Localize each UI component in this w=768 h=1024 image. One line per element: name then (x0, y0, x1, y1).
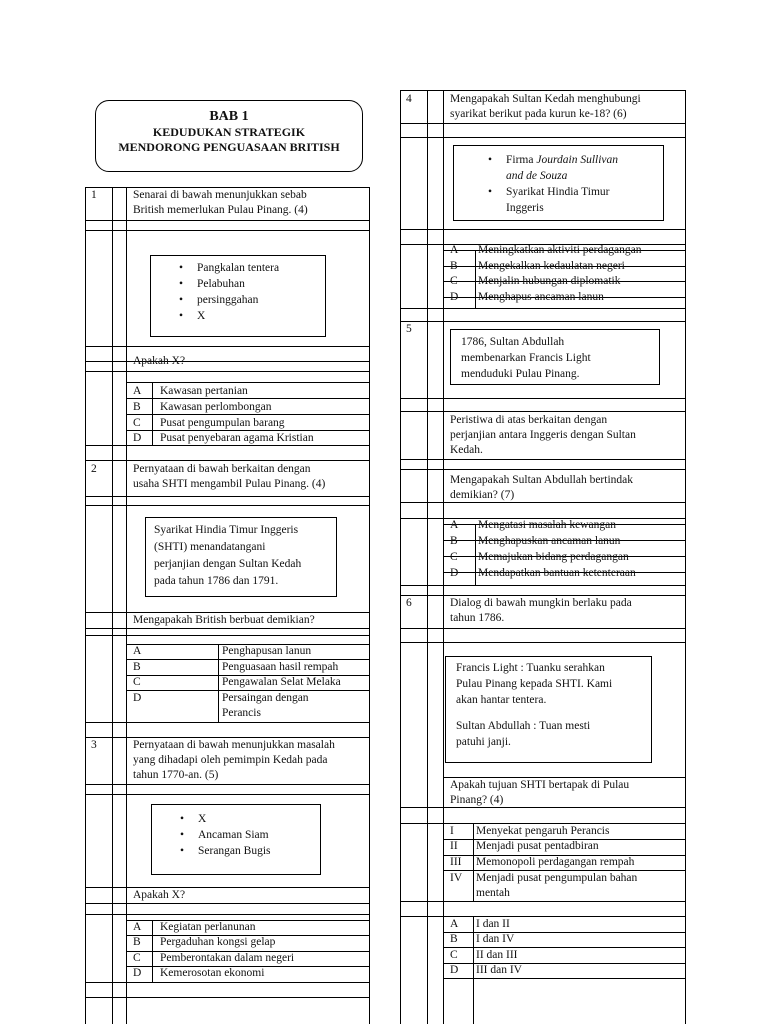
q2-option-text[interactable]: Pengawalan Selat Melaka (222, 676, 341, 688)
q2-option-text[interactable]: Penghapusan lanun (222, 645, 312, 657)
q6-statement-key: II (450, 840, 458, 852)
q1-box-item: • X (175, 308, 319, 324)
q1-number: 1 (91, 189, 97, 201)
q5-number: 5 (406, 323, 412, 335)
q5-option-text[interactable]: Mendapatkan bantuan ketenteraan (478, 567, 636, 579)
q1-box-item: • Pelabuhan (175, 276, 319, 292)
q4-option-key: D (450, 291, 459, 303)
chapter-title-box (95, 100, 363, 172)
q2-stem-line1: Pernyataan di bawah berkaitan dengan (133, 463, 311, 475)
q2-prompt: Mengapakah British berbuat demikian? (133, 614, 315, 626)
chapter-title-line2: MENDORONG PENGUASAAN BRITISH (118, 140, 340, 154)
chapter-title-line1: KEDUDUKAN STRATEGIK (152, 125, 306, 139)
q4-option-key: A (450, 244, 459, 256)
q3-number: 3 (91, 739, 97, 751)
q4-option-key: B (450, 260, 458, 272)
q6-prompt-line1: Apakah tujuan SHTI bertapak di Pulau (450, 779, 630, 791)
q1-option-text[interactable]: Kawasan perlombongan (160, 401, 272, 413)
q1-prompt: Apakah X? (133, 355, 186, 367)
q1-option-key: A (133, 385, 142, 397)
q6-stem-line2: tahun 1786. (450, 612, 505, 624)
q6-option-text[interactable]: II dan III (476, 949, 518, 961)
q3-option-text[interactable]: Kemerosotan ekonomi (160, 967, 265, 979)
q6-statement-text-cont: mentah (476, 887, 510, 899)
q5-stem-line1: Mengapakah Sultan Abdullah bertindak (450, 474, 634, 486)
q6-option-text[interactable]: III dan IV (476, 964, 522, 976)
q4-stem-line1: Mengapakah Sultan Kedah menghubungi (450, 93, 641, 105)
q6-statement-text: Menjadi pusat pengumpulan bahan (476, 872, 638, 884)
q2-box-line: (SHTI) menandatangani (154, 541, 266, 553)
q5-option-text[interactable]: Memajukan bidang perdagangan (478, 551, 629, 563)
q3-option-key: C (133, 952, 141, 964)
q3-box-item: • Serangan Bugis (176, 843, 314, 859)
q6-dialog-box (445, 656, 652, 763)
q2-option-text[interactable]: Persaingan dengan (222, 692, 309, 704)
q2-option-key: A (133, 645, 142, 657)
q5-box-line: menduduki Pulau Pinang. (461, 368, 580, 380)
q5-context-line2: perjanjian antara Inggeris dengan Sultan (450, 429, 636, 441)
q2-box-line: perjanjian dengan Sultan Kedah (154, 558, 302, 570)
q2-text-box (145, 517, 337, 597)
q1-option-text[interactable]: Pusat pengumpulan barang (160, 417, 285, 429)
q2-number: 2 (91, 463, 97, 475)
q4-option-text[interactable]: Mengekalkan kedaulatan negeri (478, 260, 625, 272)
q6-option-text[interactable]: I dan IV (476, 933, 515, 945)
q6-statement-text: Memonopoli perdagangan rempah (476, 856, 635, 868)
q1-option-text[interactable]: Kawasan pertanian (160, 385, 248, 397)
q5-context-line1: Peristiwa di atas berkaitan dengan (450, 414, 608, 426)
q3-prompt: Apakah X? (133, 889, 186, 901)
q3-option-text[interactable]: Kegiatan perlanunan (160, 921, 256, 933)
q3-box-item: • X (176, 811, 314, 827)
q1-option-key: D (133, 432, 142, 444)
q1-stem-line2: British memerlukan Pulau Pinang. (4) (133, 204, 308, 216)
q6-statement-key: III (450, 856, 462, 868)
q6-dialog-line: Pulau Pinang kepada SHTI. Kami (456, 678, 613, 690)
q3-list-box (151, 804, 321, 875)
q5-option-text[interactable]: Menghapuskan ancaman lanun (478, 535, 621, 547)
q6-dialog-line: akan hantar tentera. (456, 694, 547, 706)
q3-option-key: A (133, 921, 142, 933)
q2-option-key: B (133, 661, 141, 673)
q1-option-key: C (133, 417, 141, 429)
q1-option-text[interactable]: Pusat penyebaran agama Kristian (160, 432, 314, 444)
q6-number: 6 (406, 597, 412, 609)
q2-option-text-cont: Perancis (222, 707, 261, 719)
q6-dialog-line: patuhi janji. (456, 736, 511, 748)
q6-stem-line1: Dialog di bawah mungkin berlaku pada (450, 597, 632, 609)
q6-dialog-line: Francis Light : Tuanku serahkan (456, 662, 605, 674)
q2-stem-line2: usaha SHTI mengambil Pulau Pinang. (4) (133, 478, 326, 490)
q6-dialog-line: Sultan Abdullah : Tuan mesti (456, 720, 591, 732)
q3-option-text[interactable]: Pemberontakan dalam negeri (160, 952, 295, 964)
q4-list-box (453, 145, 664, 221)
q6-statement-text: Menyekat pengaruh Perancis (476, 825, 610, 837)
q4-box-item: • Syarikat Hindia Timur Inggeris (484, 184, 657, 216)
q6-option-key: B (450, 933, 458, 945)
q2-option-key: D (133, 692, 142, 704)
q2-option-text[interactable]: Penguasaan hasil rempah (222, 661, 339, 673)
q6-option-text[interactable]: I dan II (476, 918, 510, 930)
q4-option-text[interactable]: Menghapus ancaman lanun (478, 291, 604, 303)
q1-option-key: B (133, 401, 141, 413)
q6-statement-key: I (450, 825, 454, 837)
q4-stem-line2: syarikat berikut pada kurun ke-18? (6) (450, 108, 627, 120)
chapter-number: BAB 1 (209, 109, 249, 124)
q4-option-key: C (450, 275, 458, 287)
q3-stem-line1: Pernyataan di bawah menunjukkan masalah (133, 739, 335, 751)
q4-option-text[interactable]: Meningkatkan aktiviti perdagangan (478, 244, 642, 256)
q1-list-box (150, 255, 326, 337)
q5-box-line: 1786, Sultan Abdullah (461, 336, 565, 348)
q5-stem-line2: demikian? (7) (450, 489, 515, 501)
q4-box-item: • Firma Jourdain Sullivan and de Souza (484, 152, 657, 184)
q3-option-text[interactable]: Pergaduhan kongsi gelap (160, 936, 276, 948)
q3-box-item: • Ancaman Siam (176, 827, 314, 843)
q5-option-key: C (450, 551, 458, 563)
q6-prompt-line2: Pinang? (4) (450, 794, 504, 806)
q5-box-line: membenarkan Francis Light (461, 352, 591, 364)
q3-option-key: B (133, 936, 141, 948)
q6-statement-key: IV (450, 872, 463, 884)
q1-box-item-cont: • persinggahan (175, 292, 319, 308)
q2-box-line: pada tahun 1786 dan 1791. (154, 575, 279, 587)
q6-statement-text: Menjadi pusat pentadbiran (476, 840, 599, 852)
q3-stem-line3: tahun 1770-an. (5) (133, 769, 219, 781)
q2-box-line: Syarikat Hindia Timur Inggeris (154, 524, 299, 536)
q1-stem-line1: Senarai di bawah menunjukkan sebab (133, 189, 307, 201)
q5-option-key: D (450, 567, 459, 579)
q4-number: 4 (406, 93, 412, 105)
q6-option-key: C (450, 949, 458, 961)
q5-option-key: A (450, 519, 459, 531)
q5-context-line3: Kedah. (450, 444, 483, 456)
q6-option-key: D (450, 964, 459, 976)
q1-box-item: • Pangkalan tentera (175, 260, 319, 276)
q3-stem-line2: yang dihadapi oleh pemimpin Kedah pada (133, 754, 328, 766)
q6-option-key: A (450, 918, 459, 930)
q2-option-key: C (133, 676, 141, 688)
q3-option-key: D (133, 967, 142, 979)
q5-option-text[interactable]: Mengatasi masalah kewangan (478, 519, 616, 531)
q4-option-text[interactable]: Menjalin hubungan diplomatik (478, 275, 621, 287)
q5-option-key: B (450, 535, 458, 547)
q5-text-box (450, 329, 660, 385)
